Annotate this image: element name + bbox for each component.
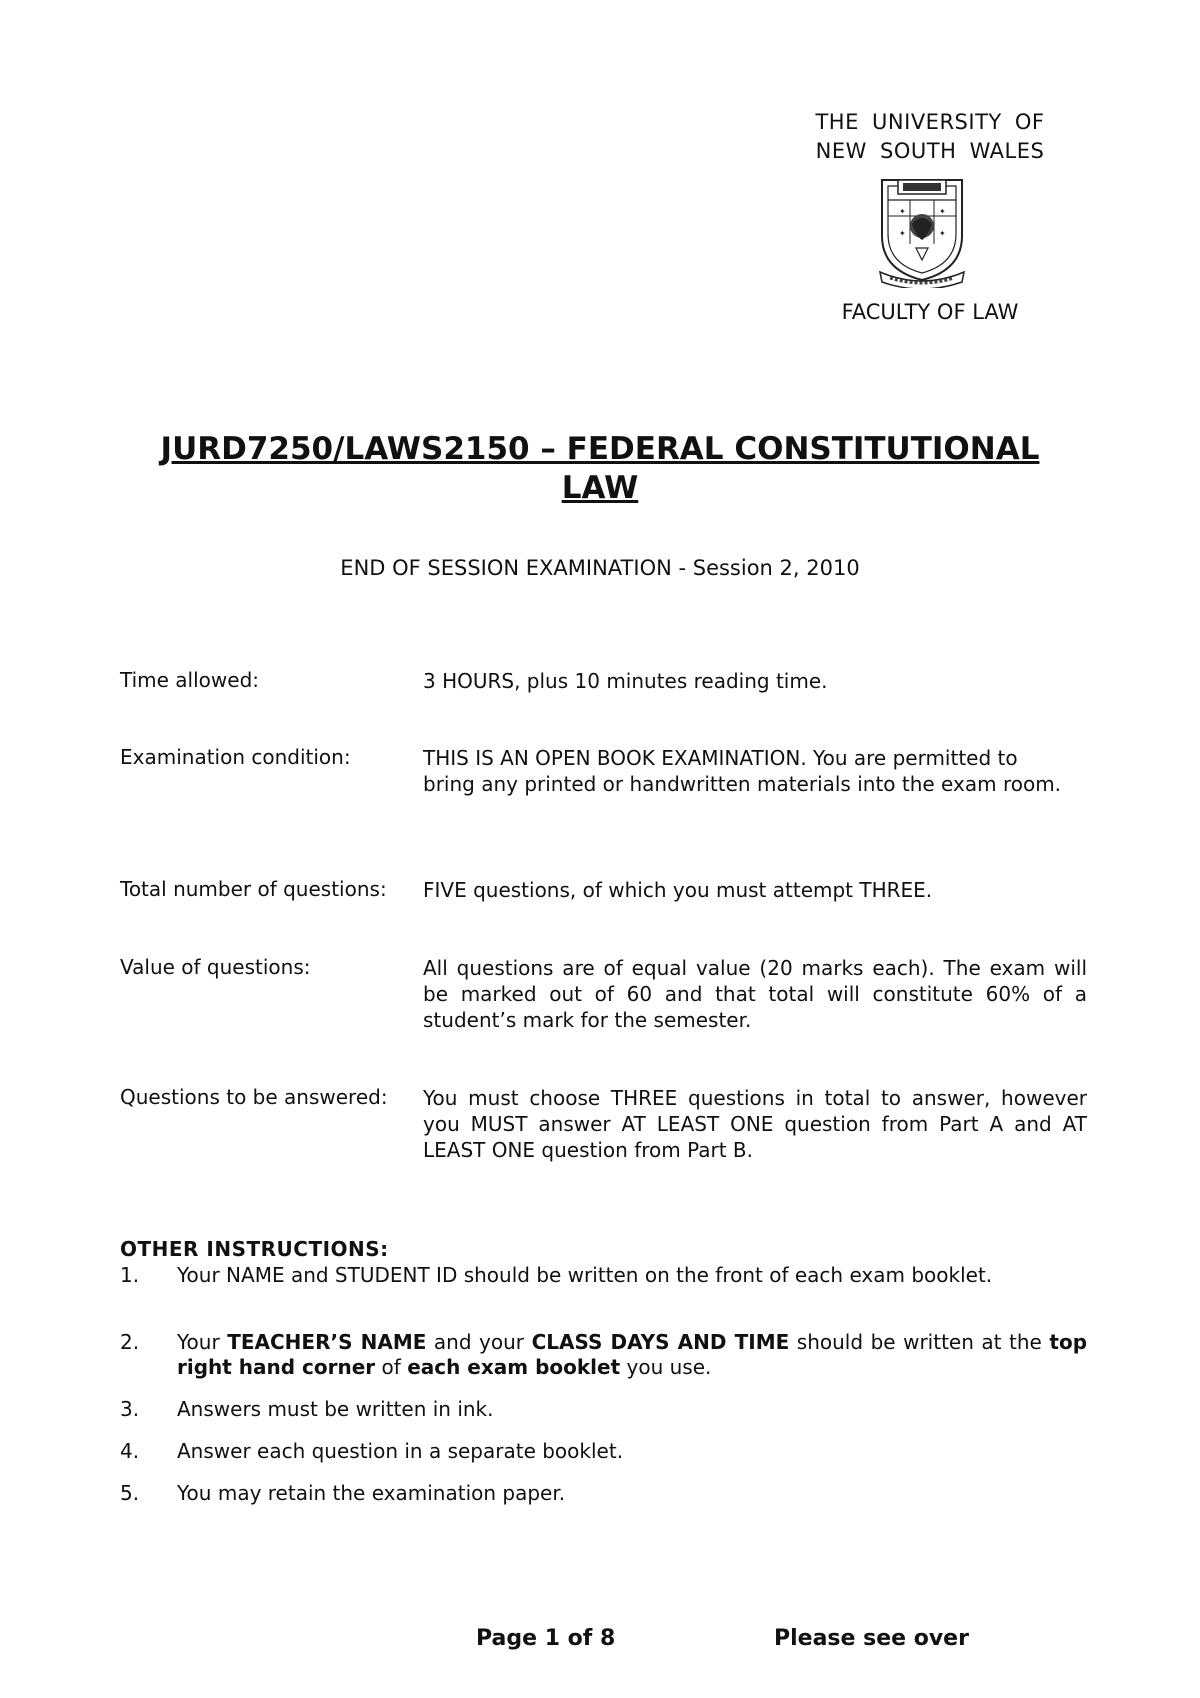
instruction-number: 4. — [120, 1439, 140, 1463]
course-title — [130, 430, 1070, 508]
instruction-text: Your TEACHER’S NAME and your CLASS DAYS AND TIME should be written at the top right hand corner of each exam booklet you use. — [177, 1330, 1088, 1379]
svg-text:✦: ✦ — [939, 207, 946, 216]
detail-value-answered: You must choose THREE questions in total to answer, however you MUST answer AT LEAST ONE question from Part A and AT LEAST ONE question from Part B. — [423, 1086, 1087, 1162]
instruction-number: 3. — [120, 1397, 140, 1421]
instruction-item — [120, 1330, 1087, 1380]
course-title-line2: LAW — [561, 470, 639, 506]
instruction-number: 1. — [120, 1263, 140, 1287]
detail-value-value: All questions are of equal value (20 marks each). The exam will be marked out of 60 and that total will constitute 60% of a student’s mark for the semester. — [423, 956, 1087, 1032]
instruction-item — [120, 1397, 1087, 1422]
university-name-line2: NEW SOUTH WALES — [815, 139, 1045, 163]
course-title-line1: JURD7250/LAWS2150 – FEDERAL CONSTITUTIONAL — [160, 431, 1040, 467]
page-number: Page 1 of 8 — [476, 1626, 616, 1651]
svg-text:✦: ✦ — [939, 229, 946, 238]
instruction-item — [120, 1439, 1087, 1464]
instruction-text: Answers must be written in ink. — [177, 1397, 494, 1421]
svg-text:✦: ✦ — [899, 207, 906, 216]
detail-label-answered: Questions to be answered: — [120, 1085, 388, 1109]
other-instructions-heading: OTHER INSTRUCTIONS: — [120, 1237, 389, 1261]
detail-label-condition: Examination condition: — [120, 745, 351, 769]
exam-subtitle: END OF SESSION EXAMINATION - Session 2, 2010 — [340, 556, 860, 580]
unsw-crest-icon — [876, 174, 968, 288]
detail-value-time: 3 HOURS, plus 10 minutes reading time. — [423, 669, 828, 693]
faculty-name: FACULTY OF LAW — [841, 300, 1019, 324]
svg-text:✦: ✦ — [899, 229, 906, 238]
detail-label-total: Total number of questions: — [120, 877, 387, 901]
detail-label-time: Time allowed: — [120, 668, 260, 692]
instruction-item — [120, 1263, 1087, 1288]
university-name-line1: THE UNIVERSITY OF — [815, 110, 1045, 134]
instruction-text: Your NAME and STUDENT ID should be written on the front of each exam booklet. — [177, 1263, 993, 1287]
detail-label-value: Value of questions: — [120, 955, 311, 979]
detail-value-condition: THIS IS AN OPEN BOOK EXAMINATION. You are permitted to bring any printed or handwritten materials into the exam room. — [423, 746, 1062, 796]
instruction-item — [120, 1481, 1087, 1506]
detail-value-total: FIVE questions, of which you must attempt THREE. — [423, 878, 933, 902]
instruction-text: You may retain the examination paper. — [177, 1481, 566, 1505]
instruction-number: 5. — [120, 1481, 140, 1505]
instruction-text: Answer each question in a separate booklet. — [177, 1439, 624, 1463]
instruction-number: 2. — [120, 1330, 140, 1354]
please-see-over: Please see over — [774, 1626, 969, 1651]
